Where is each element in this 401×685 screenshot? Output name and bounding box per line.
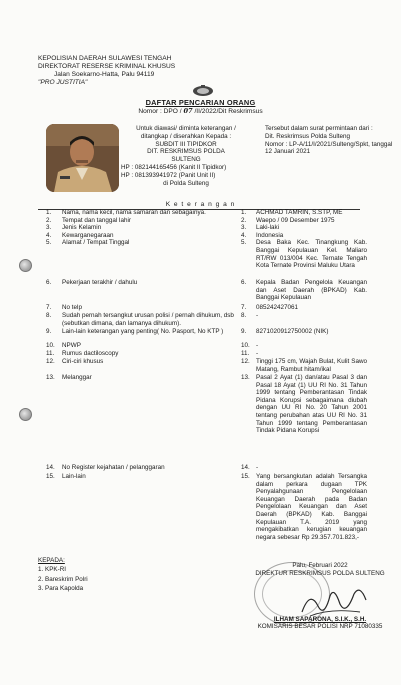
- row-value: Waepo / 09 Desember 1975: [256, 216, 335, 224]
- row-value: -: [256, 464, 259, 471]
- signature-office: DIREKTUR RESKRIMSUS POLDA SULTENG: [255, 569, 385, 577]
- letterhead-line-1: KEPOLISIAN DAERAH SULAWESI TENGAH: [38, 55, 172, 62]
- row-number: 10.: [46, 342, 55, 349]
- row-value: Laki-laki: [256, 224, 280, 232]
- row-label: Nama, nama kecil, nama samaran dan sebagainya.: [62, 209, 206, 216]
- request-line-2: ditangkap / diserahkan Kepada :: [140, 132, 232, 140]
- request-line-1: Untuk diawasi/ diminta keterangan /: [136, 125, 236, 132]
- row-value: Indonesia: [256, 231, 284, 239]
- row-label: Lain-lain: [62, 473, 86, 480]
- row-number-right: 5.: [241, 239, 247, 247]
- row-label: Sudah pernah tersangkut urusan polisi / pernah dihukum, dsb (sebutkan dimana, dan lamanya dihukum).: [62, 312, 234, 327]
- row-value: 085242427061: [256, 304, 299, 311]
- row-value: Pasal 2 Ayat (1) dan/atau Pasal 3 dan Pasal 18 Ayat (1) UU RI No. 31 Tahun 1999 tentang Pemberantasan Tindak Pidana Korupsi sebagaimana diubah dengan UU RI No. 20 Tahun 2001 tentang perubahan atas UU RI No. 31 Tahun 1999 tentang Pemberantasan Tindak Pidana Korupsi: [256, 374, 367, 435]
- row-value: -: [256, 312, 259, 319]
- row-number-right: 11.: [241, 350, 250, 357]
- row-label: Alamat / Tempat Tinggal: [62, 239, 130, 247]
- row-value: Tinggi 175 cm, Wajah Bulat, Kulit Sawo Matang, Rambut hitam/ikal: [256, 358, 367, 373]
- row-value: Kepala Badan Pengelola Keuangan dan Aset Daerah (BPKAD) Kab. Banggai Kepulauan: [256, 279, 367, 302]
- row-number-right: 3.: [241, 224, 247, 232]
- row-label: Lain-lain keterangan yang penting( No. Pasport, No KTP ): [62, 328, 224, 335]
- row-number: 1.: [46, 209, 52, 216]
- recipient-item: 3. Para Kapolda: [38, 585, 84, 593]
- row-value: ACHMAD TAMRIN, S.STP, ME: [256, 209, 343, 216]
- row-number-right: 6.: [241, 279, 247, 286]
- row-value: Desa Baka Kec. Tinangkung Kab. Banggai Kepulauan Kel. Maliaro RT/RW 013/004 Kec. Ternate Tengah Kota Ternate Provinsi Maluku Utara: [256, 239, 367, 270]
- row-number: 9.: [46, 328, 52, 335]
- row-number-right: 10.: [241, 342, 250, 349]
- reference-line-2: Dit. Reskrimsus Polda Sulteng: [265, 132, 351, 140]
- letterhead-line-2: DIREKTORAT RESERSE KRIMINAL KHUSUS: [38, 63, 176, 70]
- signature-block: [250, 562, 390, 631]
- recipient-item: 2. Bareskrim Polri: [38, 575, 88, 583]
- signatory-name: ILHAM SAPARONA, S.I.K., S.H.: [273, 615, 367, 623]
- row-label: Rumus dactiloscopy: [62, 350, 119, 357]
- row-label: No Register kejahatan / pelanggaran: [62, 464, 165, 471]
- request-line-4: DIT. RESKRIMSUS POLDA: [147, 148, 225, 156]
- pro-justitia: "PRO JUSTITIA": [38, 79, 88, 86]
- row-number: 14.: [46, 464, 55, 471]
- row-number-right: 8.: [241, 312, 247, 319]
- request-line-5: SULTENG: [171, 156, 201, 164]
- row-label: Ciri-ciri khusus: [62, 358, 104, 365]
- number-handwritten: 07: [183, 107, 193, 115]
- row-label: Melanggar: [62, 374, 92, 381]
- row-label: Pekerjaan terakhir / dahulu: [62, 279, 138, 286]
- row-number-right: 7.: [241, 304, 247, 311]
- recipient-item: 1. KPK-RI: [38, 566, 66, 574]
- row-number: 11.: [46, 350, 55, 357]
- letterhead-address: Jalan Soekarno-Hatta, Palu 94119: [54, 71, 155, 78]
- punch-hole-icon: [19, 408, 32, 421]
- portrait-image: [46, 124, 119, 192]
- row-label: NPWP: [62, 342, 81, 349]
- row-label: No telp: [62, 304, 82, 311]
- row-number: 12.: [46, 358, 55, 365]
- reference-line-3: Nomor : LP-A/11/I/2021/Sulteng/Spkt, tanggal: [265, 140, 393, 148]
- row-label: Jenis Kelamin: [62, 224, 102, 232]
- row-value: 8271020912750002 (NIK): [256, 328, 329, 335]
- request-line-3: SUBDIT III TIPIDKOR: [155, 140, 217, 148]
- suspect-photo: [46, 124, 119, 192]
- row-number: 4.: [46, 231, 52, 239]
- row-number-right: 4.: [241, 231, 247, 239]
- row-number-right: 9.: [241, 328, 247, 335]
- recipients-block: [38, 556, 88, 594]
- signatory-rank: KOMISARIS BESAR POLISI NRP 71080335: [257, 623, 383, 631]
- number-suffix: /II/2022/Dit Reskrimsus: [194, 108, 263, 115]
- signature-place-date: Palu, Februari 2022: [292, 562, 348, 569]
- row-label: Kewarganegaraan: [62, 231, 114, 239]
- row-number-right: 12.: [241, 358, 250, 365]
- row-number: 2.: [46, 216, 52, 224]
- row-label: Tempat dan tanggal lahir: [62, 216, 131, 224]
- punch-hole-icon: [19, 259, 32, 272]
- row-number: 7.: [46, 304, 52, 311]
- letterhead: [38, 55, 175, 87]
- request-phone-2: HP : 081393941972 (Panit Unit II): [121, 171, 216, 179]
- reference-block: [265, 125, 393, 156]
- number-prefix: Nomor : DPO /: [138, 108, 182, 115]
- row-value: -: [256, 342, 259, 349]
- row-number-right: 1.: [241, 209, 247, 216]
- row-number: 3.: [46, 224, 52, 232]
- row-number-right: 14.: [241, 464, 250, 471]
- recipients-heading: KEPADA:: [38, 557, 65, 564]
- keterangan-heading: K e t e r a n g a n: [165, 201, 236, 208]
- reference-line-1: Tersebut dalam surat permintaan dari :: [265, 125, 373, 132]
- request-phone-1: HP : 082144165456 (Kanit II Tipidkor): [121, 163, 227, 171]
- document-title: DAFTAR PENCARIAN ORANG: [145, 98, 256, 107]
- row-value: -: [256, 350, 259, 357]
- request-location: di Polda Sulteng: [163, 179, 209, 187]
- row-number: 6.: [46, 279, 52, 286]
- request-block: [121, 125, 251, 187]
- row-number-right: 13.: [241, 374, 250, 381]
- row-number: 13.: [46, 374, 55, 381]
- row-number: 8.: [46, 312, 52, 319]
- police-emblem-icon: [191, 84, 215, 97]
- reference-line-4: 12 Januari 2021: [265, 148, 311, 156]
- row-value: Yang bersangkutan adalah Tersangka dalam perkara dugaan TPK Penyalahgunaan Pengelolaan Keuangan Daerah pada Badan Pengelolaan Keuangan dan Aset Daerah (BPKAD) Kab. Banggai Kepulauan T.A. 2019 yang mengakibatkan kerugian keuangan negara sebesar Rp 29.357.701.823,-: [256, 473, 367, 541]
- row-number-right: 15.: [241, 473, 250, 480]
- row-number: 5.: [46, 239, 52, 247]
- document-number: [0, 107, 401, 115]
- row-number: 15.: [46, 473, 55, 480]
- row-number-right: 2.: [241, 216, 247, 224]
